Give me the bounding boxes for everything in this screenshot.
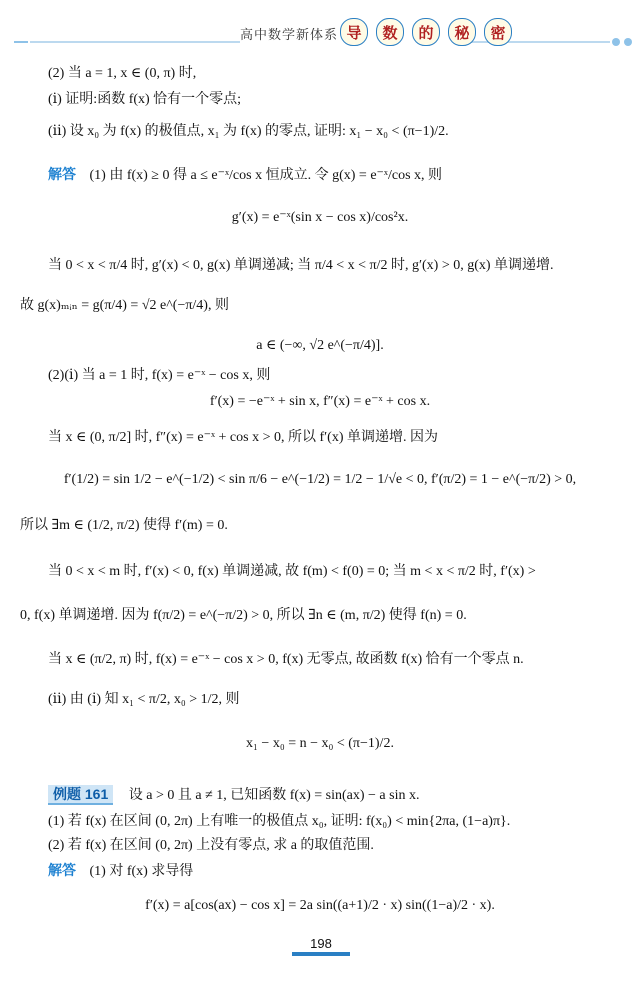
text-line: 当 0 < x < π/4 时, g′(x) < 0, g(x) 单调递减; 当 π/4 < x < π/2 时, g′(x) > 0, g(x) 单调递增. — [48, 258, 554, 273]
text-line: (2) 当 a = 1, x ∈ (0, π) 时, — [48, 66, 197, 81]
text-line: 当 x ∈ (π/2, π) 时, f(x) = e⁻ˣ − cos x > 0, f(x) 无零点, 故函数 f(x) 恰有一个零点 n. — [48, 652, 524, 667]
title-badge: 数 — [376, 18, 404, 46]
text-line: 当 0 < x < m 时, f′(x) < 0, f(x) 单调递减, 故 f(m) < f(0) = 0; 当 m < x < π/2 时, f′(x) > — [48, 564, 536, 579]
text-line: (1) 对 f(x) 求导得 — [89, 864, 194, 879]
page-number-bar — [292, 952, 350, 956]
text-line: (1) 由 f(x) ≥ 0 得 a ≤ e⁻ˣ/cos x 恒成立. 令 g(x) = e⁻ˣ/cos x, 则 — [89, 168, 443, 183]
page-header — [0, 0, 642, 52]
title-badge: 的 — [412, 18, 440, 46]
text-line: 故 g(x)ₘᵢₙ = g(π/4) = √2 e^(−π/4), 则 — [20, 298, 229, 313]
text-line: 所以 ∃m ∈ (1/2, π/2) 使得 f′(m) = 0. — [20, 518, 228, 533]
text-line: (ⅰ) 证明:函数 f(x) 恰有一个零点; — [48, 92, 242, 107]
formula-line: a ∈ (−∞, √2 e^(−π/4)]. — [256, 338, 384, 353]
example-tag: 例题 161 — [48, 785, 113, 805]
header-rule-accent — [14, 41, 28, 43]
text-line: 设 a > 0 且 a ≠ 1, 已知函数 f(x) = sin(ax) − a sin x. — [128, 788, 420, 803]
text-line: (ⅱ) 设 x₀ 为 f(x) 的极值点, x₁ 为 f(x) 的零点, 证明: x₁ − x₀ < (π−1)/2. — [48, 124, 449, 139]
book-series-title: 高中数学新体系 — [240, 27, 339, 42]
formula-line: f′(x) = a[cos(ax) − cos x] = 2a sin((a+1)/2 · x) sin((1−a)/2 · x). — [145, 898, 495, 913]
title-badge: 密 — [484, 18, 512, 46]
text-line: (2) 若 f(x) 在区间 (0, 2π) 上没有零点, 求 a 的取值范围. — [48, 838, 374, 853]
book-title-badges — [340, 18, 512, 46]
answer-line — [48, 164, 442, 186]
answer-tag: 解答 — [48, 166, 76, 182]
formula-line: f′(x) = −e⁻ˣ + sin x, f″(x) = e⁻ˣ + cos x. — [209, 394, 431, 409]
text-line: 0, f(x) 单调递增. 因为 f(π/2) = e^(−π/2) > 0, 所以 ∃n ∈ (m, π/2) 使得 f(n) = 0. — [20, 608, 467, 623]
header-dot — [612, 38, 620, 46]
page-number: 198 — [310, 936, 332, 951]
title-badge: 秘 — [448, 18, 476, 46]
answer-tag: 解答 — [48, 862, 76, 878]
header-rule-left — [30, 41, 240, 43]
text-line: (2)(ⅰ) 当 a = 1 时, f(x) = e⁻ˣ − cos x, 则 — [48, 368, 271, 383]
text-line: (ⅱ) 由 (ⅰ) 知 x₁ < π/2, x₀ > 1/2, 则 — [48, 692, 240, 707]
header-dot — [624, 38, 632, 46]
formula-line: x₁ − x₀ = n − x₀ < (π−1)/2. — [246, 736, 394, 751]
text-line: (1) 若 f(x) 在区间 (0, 2π) 上有唯一的极值点 x₀, 证明: f(x₀) < min{2πa, (1−a)π}. — [48, 814, 511, 829]
formula-line: f′(1/2) = sin 1/2 − e^(−1/2) < sin π/6 − e^(−1/2) = 1/2 − 1/√e < 0, f′(π/2) = 1 − e^(−π/2) > 0, — [63, 472, 577, 487]
title-badge: 导 — [340, 18, 368, 46]
formula-line: g′(x) = e⁻ˣ(sin x − cos x)/cos²x. — [231, 210, 409, 225]
answer-line — [48, 860, 193, 882]
text-line: 当 x ∈ (0, π/2] 时, f″(x) = e⁻ˣ + cos x > 0, 所以 f′(x) 单调递增. 因为 — [48, 430, 439, 445]
example-line — [48, 784, 419, 806]
